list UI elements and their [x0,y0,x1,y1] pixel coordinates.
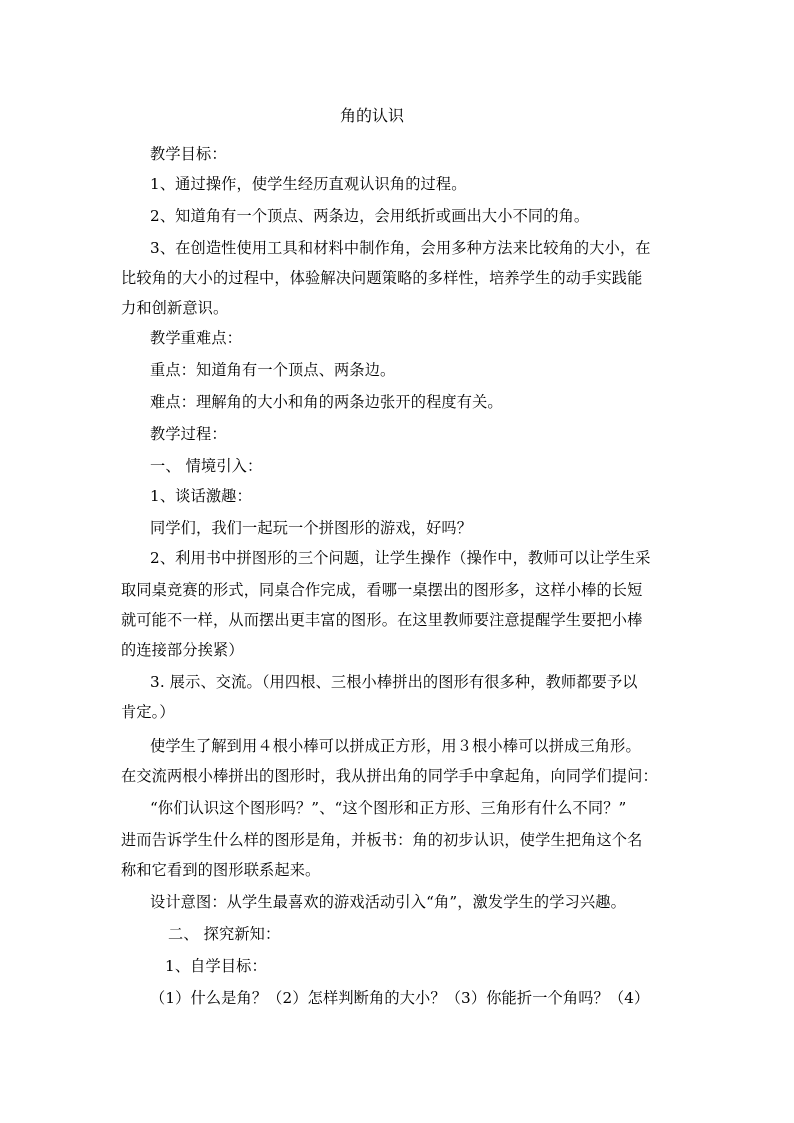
paragraph-line: 取同桌竞赛的形式，同桌合作完成，看哪一桌摆出的图形多，这样小棒的长短 [121,581,643,599]
paragraph-line: 称和它看到的图形联系起来。 [121,861,321,879]
paragraph-line: 力和创新意识。 [121,299,229,317]
paragraph-line: 肯定。） [121,703,175,721]
paragraph-line: 就可能不一样，从而摆出更丰富的图形。在这里教师要注意提醒学生要把小棒 [121,611,643,629]
document-title: 角的认识 [339,106,404,125]
paragraph-line: 同学们，我们一起玩一个拼图形的游戏，好吗？ [150,519,473,537]
paragraph-line: 使学生了解到用４根小棒可以拼成正方形，用３根小棒可以拼成三角形。 [150,737,641,755]
paragraph-line: 教学重难点： [150,329,243,347]
paragraph-line: 重点：知道角有一个顶点、两条边。 [150,361,396,379]
paragraph-line: 二、 探究新知： [168,925,281,943]
paragraph-line: （1）什么是角？（2）怎样判断角的大小？（3）你能折一个角吗？（4） [150,989,650,1007]
paragraph-line: 教学过程： [150,425,227,443]
paragraph-line: 3、在创造性使用工具和材料中制作角，会用多种方法来比较角的大小，在 [150,239,651,257]
paragraph-line: 一、 情境引入： [150,457,263,475]
paragraph-line: 难点：理解角的大小和角的两条边张开的程度有关。 [150,393,503,411]
paragraph-line: 3. 展示、交流。（用四根、三根小棒拼出的图形有很多种，教师都要予以 [150,673,638,691]
paragraph-line: 教学目标： [150,145,227,163]
paragraph-line: “你们认识这个图形吗？”、“这个图形和正方形、三角形有什么不同？” [150,799,627,817]
paragraph-line: 2、利用书中拼图形的三个问题，让学生操作（操作中，教师可以让学生采 [150,549,651,567]
paragraph-line: 设计意图：从学生最喜欢的游戏活动引入“角”，激发学生的学习兴趣。 [150,893,626,911]
paragraph-line: 在交流两根小棒拼出的图形时，我从拼出角的同学手中拿起角，向同学们提问： [121,767,658,785]
paragraph-line: 进而告诉学生什么样的图形是角，并板书：角的初步认识，使学生把角这个名 [121,831,643,849]
paragraph-line: 1、谈话激趣： [150,487,252,505]
paragraph-line: 1、自学目标： [165,957,267,975]
paragraph-line: 1、通过操作，使学生经历直观认识角的过程。 [150,175,467,193]
paragraph-line: 2、知道角有一个顶点、两条边，会用纸折或画出大小不同的角。 [150,207,590,225]
paragraph-line: 的连接部分挨紧） [121,641,244,659]
paragraph-line: 比较角的大小的过程中，体验解决问题策略的多样性，培养学生的动手实践能 [121,269,643,287]
